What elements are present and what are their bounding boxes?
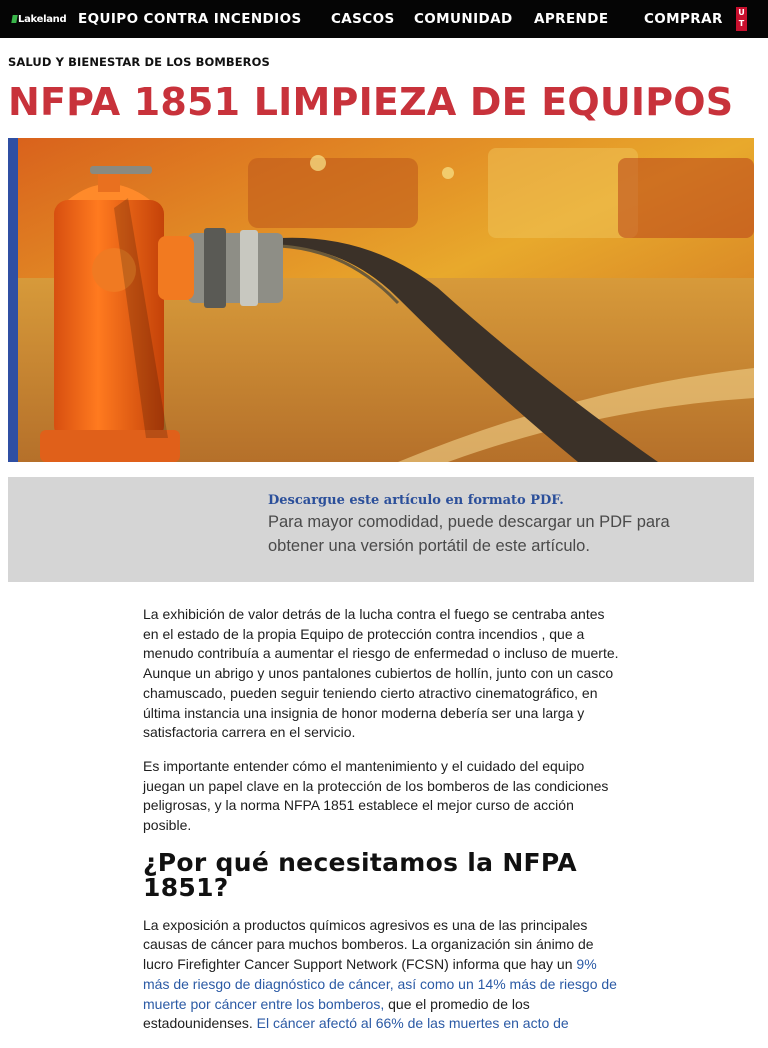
cancer-risk-link[interactable]: 9% más de riesgo de diagnóstico de cáncer, así como un 14% más de riesgo de muerte por cáncer entre los bomberos, — [143, 956, 617, 1012]
ut-badge[interactable]: U T — [736, 7, 747, 31]
logo-text: Lakeland — [18, 13, 67, 25]
hero-accent-stripe — [8, 138, 18, 462]
paragraph-3-text-a: La exposición a productos químicos agresivos es una de las principales causas de cáncer para muchos bomberos. La organización sin ánimo de lucro Firefighter Cancer Support Network (FCSN) informa que hay un — [143, 916, 594, 973]
nav-item-comprar[interactable]: COMPRAR — [644, 11, 723, 27]
download-pdf-box — [8, 477, 754, 582]
lakeland-logo[interactable] — [12, 12, 66, 26]
nav-item-comunidad[interactable]: COMUNIDAD — [414, 11, 513, 27]
fire-hydrant-illustration — [18, 138, 754, 462]
section-heading: ¿Por qué necesitamos la NFPA 1851? — [143, 847, 577, 902]
nav-item-aprende[interactable]: APRENDE — [534, 11, 609, 27]
article-paragraph-2: Es importante entender cómo el mantenimiento y el cuidado del equipo juegan un papel clave en la protección de los bomberos de las condiciones peligrosas, y la norma NFPA 1851 establece el mejor curso de acción posible. — [143, 757, 609, 834]
page-title: NFPA 1851 LIMPIEZA DE EQUIPOS — [8, 80, 734, 124]
top-nav — [0, 0, 768, 38]
logo-mark-icon — [11, 15, 17, 23]
paragraph-3-text-b: que el promedio de los estadounidenses. — [143, 995, 530, 1032]
hero-image — [8, 138, 754, 462]
article-paragraph-1: La exhibición de valor detrás de la lucha contra el fuego se centraba antes en el estado de la propia Equipo de protección contra incendios , que a menudo contribuía a aumentar el riesgo de enfermedad o incluso de muerte. Aunque un abrigo y unos pantalones cubiertos de hollín, junto con un casco chamuscado, pueden seguir teniendo cierto atractivo cinematográfico, en última instancia una insignia de honor moderna debería ser una larga y satisfactoria carrera en el servicio. — [143, 606, 619, 741]
article-paragraph-3 — [143, 916, 623, 1034]
cancer-deaths-link[interactable]: El cáncer afectó al 66% de las muertes en acto de — [256, 1015, 569, 1032]
article-body — [143, 605, 623, 1048]
nav-item-equipo[interactable]: EQUIPO CONTRA INCENDIOS — [78, 11, 302, 27]
download-pdf-link[interactable]: Descargue este artículo en formato PDF. — [268, 493, 564, 508]
download-pdf-description: Para mayor comodidad, puede descargar un PDF para obtener una versión portátil de este artículo. — [268, 513, 670, 555]
nav-item-cascos[interactable]: CASCOS — [331, 11, 395, 27]
category-eyebrow[interactable]: SALUD Y BIENESTAR DE LOS BOMBEROS — [8, 55, 270, 69]
